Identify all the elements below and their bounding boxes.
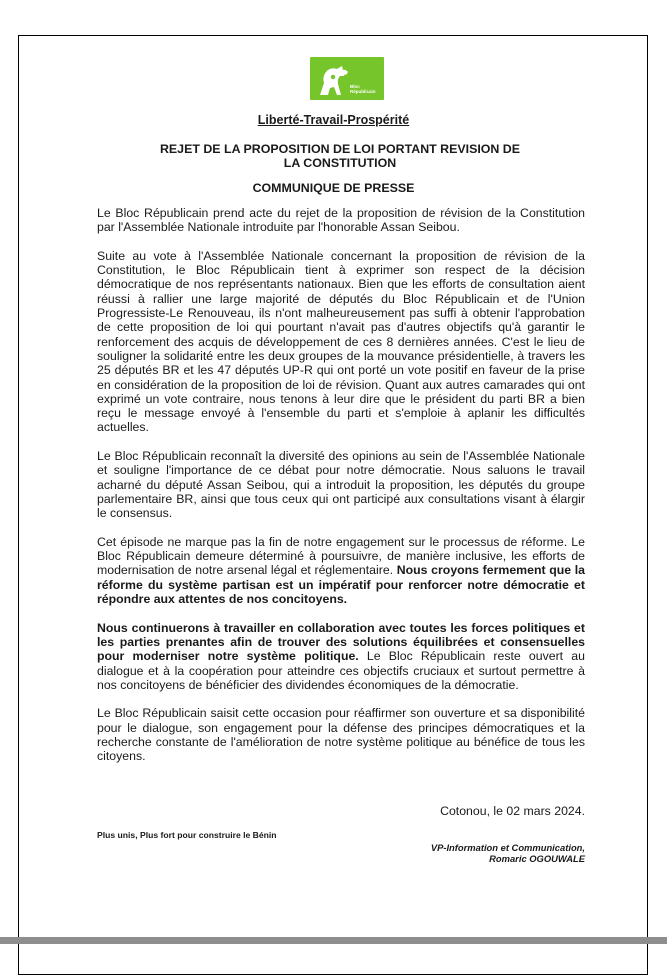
paragraph-4-emphasis: Nous croyons fermement que la réforme du système partisan est un impératif pour renforcer notre démocratie et répondre aux attentes de nos concitoyens.: [97, 563, 586, 607]
bottom-edge-bar: [0, 937, 667, 944]
document-title: REJET DE LA PROPOSITION DE LOI PORTANT REVISION DE LA CONSTITUTION: [159, 142, 521, 170]
party-logo: [310, 57, 384, 100]
paragraph-2: Suite au vote à l'Assemblée Nationale concernant la proposition de révision de la Constitution, le Bloc Républicain tient à exprimer son respect de la décision démocratique de nos représentants nationaux. Bien que les efforts de consultation aient réussi à rallier une large majorité de députés du Bloc Républicain et de l'Union Progressiste-Le Renouveau, ils n'ont malheureusement pas suffi à obtenir l'approbation de cette proposition de loi qui pourtant n'avait pas d'autres objectifs qu'à garantir le renforcement des acquis de développement de ces 8 dernières années. C'est le lieu de souligner la solidarité entre les deux groupes de la mouvance présidentielle, à travers les 25 députés BR et les 47 députés UP-R qui ont porté un vote positif en faveur de la prise en considération de la proposition de loi de révision. Quant aux autres camarades qui ont exprimé un vote contraire, nous tenons à leur dire que le président du parti BR a bien reçu le message envoyé à l'ensemble du parti et s'emploie à aplanir les difficultés actuelles.: [97, 248, 585, 435]
place-and-date: Cotonou, le 02 mars 2024.: [440, 804, 585, 818]
paragraph-4: [97, 535, 585, 606]
paragraph-5: [97, 621, 585, 692]
paragraph-6: Le Bloc Républicain saisit cette occasion pour réaffirmer son ouverture et sa disponibilité pour le dialogue, son engagement pour la défense des principes démocratiques et la recherche constante de l'amélioration de notre système politique au bénéfice de tous les citoyens.: [97, 706, 585, 764]
paragraph-5-emphasis: Nous continuerons à travailler en collaboration avec toutes les forces politiques et les parties prenantes afin de trouver des solutions équilibrées et consensuelles pour moderniser notre système politique.: [97, 620, 585, 664]
party-motto: Liberté-Travail-Prospérité: [257, 113, 410, 127]
signatory-role: VP-Information et Communication,: [430, 842, 585, 853]
paragraph-5-text: Le Bloc Républicain reste ouvert au dialogue et à la coopération pour atteindre ces objectifs cruciaux et surtout permettre à nos concitoyens de bénéficier des dividendes économiques de la démocratie.: [97, 649, 585, 692]
party-slogan: Plus unis, Plus fort pour construire le Bénin: [97, 830, 277, 840]
press-release-body: [97, 206, 585, 778]
paragraph-4-text: Cet épisode ne marque pas la fin de notre engagement sur le processus de réforme. Le Bloc Républicain demeure déterminé à poursuivre, de manière inclusive, les efforts de modernisation de notre arsenal légal et réglementaire.: [97, 534, 585, 578]
signatory-name: Romaric OGOUWALE: [489, 853, 585, 864]
signature-block: [340, 842, 585, 864]
paragraph-3: Le Bloc Républicain reconnaît la diversité des opinions au sein de l'Assemblée Nationale et souligne l'importance de ce débat pour notre démocratie. Nous saluons le travail acharné du député Assan Seibou, qui a introduit la proposition, les députés du groupe parlementaire BR, ainsi que tous ceux qui ont participé aux consultations visant à élargir le consensus.: [97, 449, 585, 521]
logo-wordmark: Bloc Républicain: [350, 84, 376, 94]
paragraph-1: Le Bloc Républicain prend acte du rejet de la proposition de révision de la Constitution par l'Assemblée Nationale introduite par l'honorable Assan Seibou.: [97, 206, 585, 235]
document-subtitle: COMMUNIQUE DE PRESSE: [252, 181, 415, 195]
